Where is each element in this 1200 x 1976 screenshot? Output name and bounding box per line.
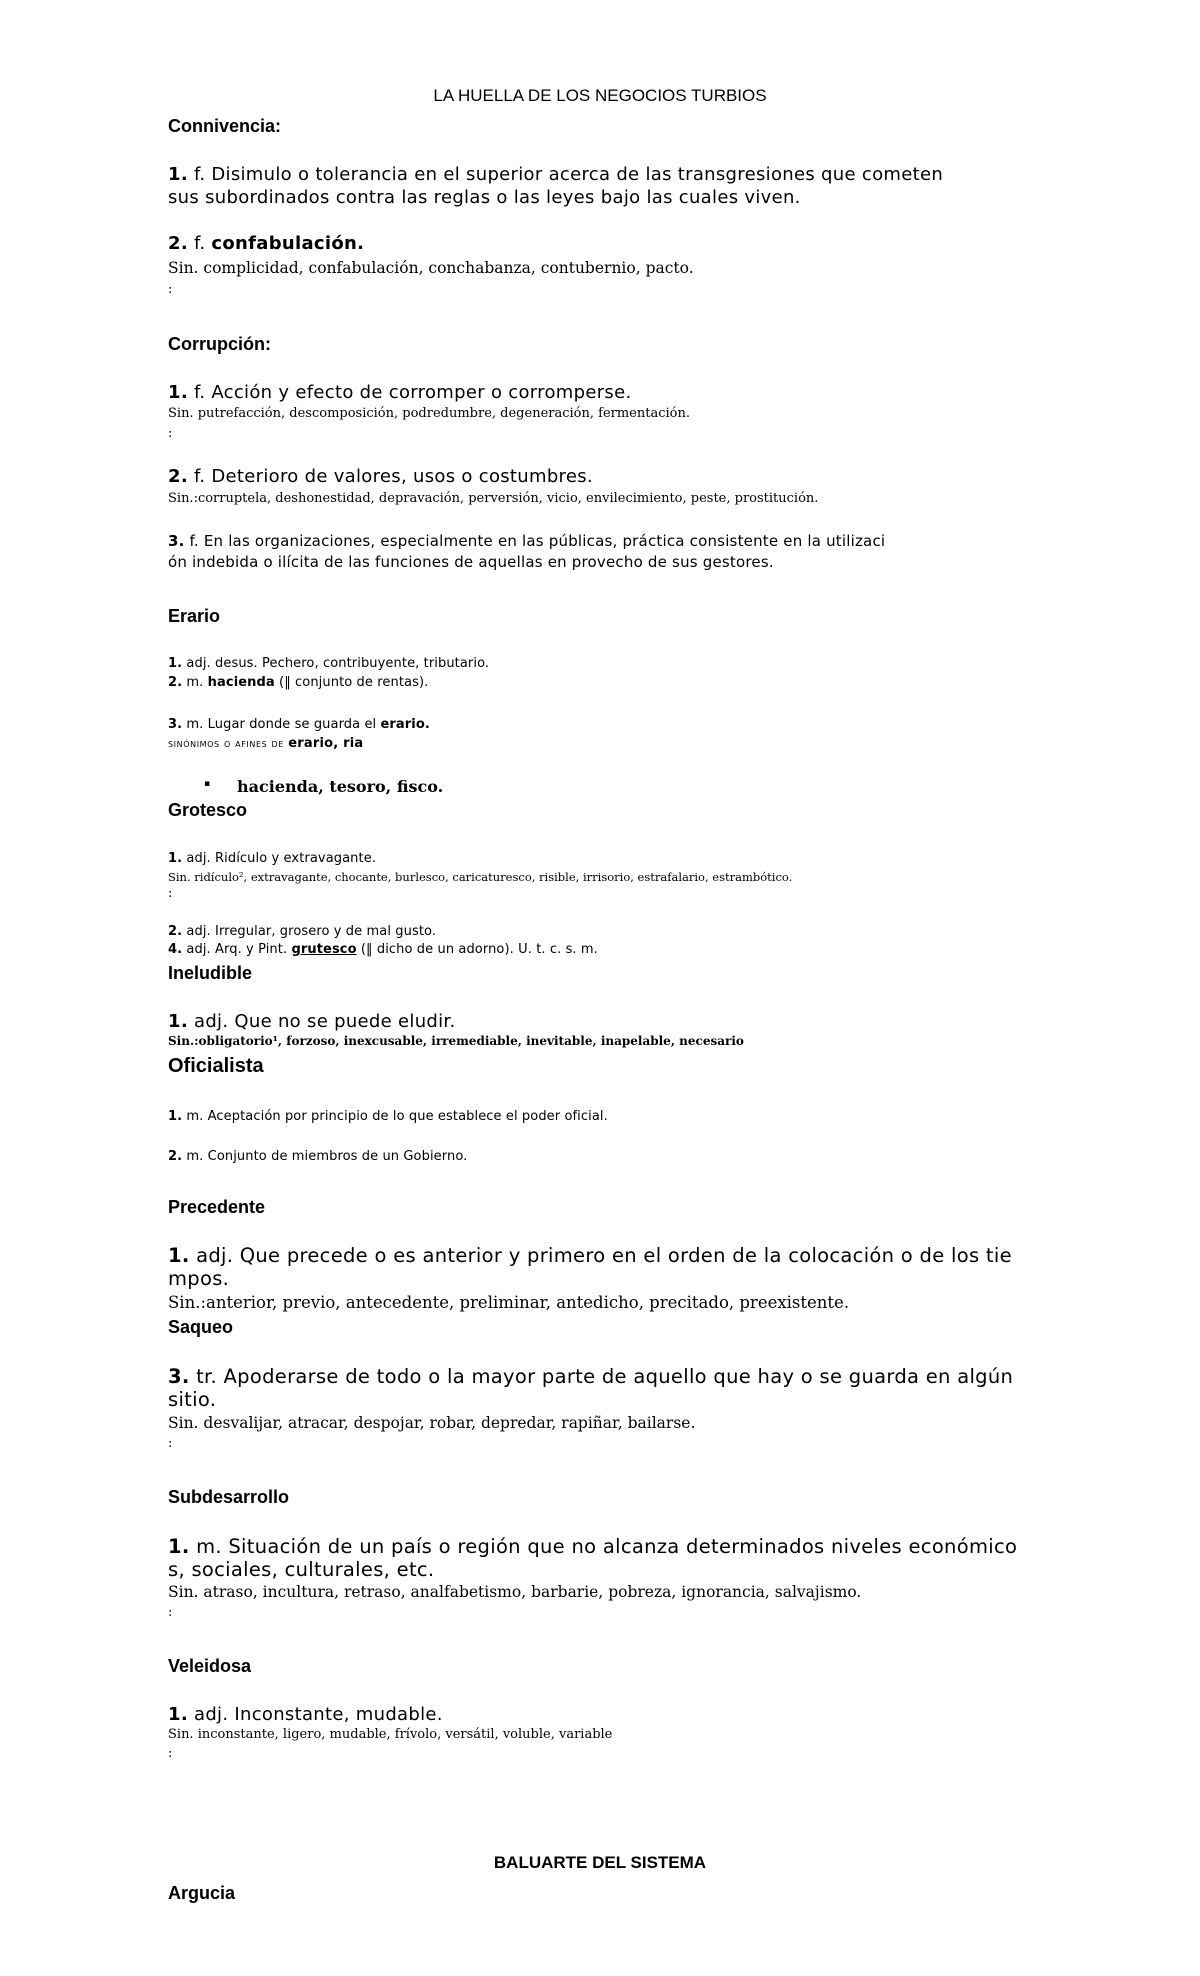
definition-1: 1. m. Situación de un país o región que no alcanza determinados niveles económico [168,1535,1018,1558]
colon-mark: : [168,886,173,901]
definition-1: 1. adj. desus. Pechero, contribuyente, tributario. [168,656,490,671]
definition-1: 1. f. Disimulo o tolerancia en el superior acerca de las transgresiones que cometen [168,164,944,185]
synonyms-label: sinónimos o afines de erario, ria [168,736,364,751]
colon-mark: : [168,426,173,441]
entry-heading-argucia: Argucia [168,1883,236,1903]
entry-heading-ineludible: Ineludible [168,963,253,983]
entry-heading-connivencia: Connivencia: [168,116,282,136]
synonyms: Sin.:obligatorio¹, forzoso, inexcusable, irremediable, inevitable, inapelable, necesario [168,1034,744,1048]
synonyms: Sin. inconstante, ligero, mudable, frívolo, versátil, voluble, variable [168,1727,613,1742]
synonyms: Sin. atraso, incultura, retraso, analfabetismo, barbarie, pobreza, ignorancia, salvajismo. [168,1583,862,1601]
synonyms: Sin. desvalijar, atracar, despojar, robar, depredar, rapiñar, bailarse. [168,1414,696,1432]
definition-4: 4. adj. Arq. y Pint. grutesco (‖ dicho de un adorno). U. t. c. s. m. [168,942,598,957]
bullet-icon: ▪ [204,779,211,789]
definition-2: 2. adj. Irregular, grosero y de mal gusto. [168,924,437,939]
colon-mark: : [168,1436,173,1451]
colon-mark: : [168,282,173,297]
colon-mark: : [168,1605,173,1620]
synonyms: Sin. complicidad, confabulación, conchabanza, contubernio, pacto. [168,259,694,277]
definition-1: 1. adj. Inconstante, mudable. [168,1704,443,1725]
definition-1: 1. adj. Que no se puede eludir. [168,1011,456,1032]
section-title: LA HUELLA DE LOS NEGOCIOS TURBIOS [433,86,767,105]
definition-1-cont: s, sociales, culturales, etc. [168,1558,435,1581]
entry-heading-erario: Erario [168,606,221,626]
synonyms: Sin.:anterior, previo, antecedente, preliminar, antedicho, precitado, preexistente. [168,1293,850,1312]
definition-3-cont: sitio. [168,1388,217,1411]
definition-1: 1. m. Aceptación por principio de lo que establece el poder oficial. [168,1109,608,1124]
definition-2: 2. f. Deterioro de valores, usos o costumbres. [168,466,593,487]
entry-heading-saqueo: Saqueo [168,1317,234,1337]
definition-2: 2. m. Conjunto de miembros de un Gobierno. [168,1149,468,1164]
synonyms: Sin.:corruptela, deshonestidad, depravación, perversión, vicio, envilecimiento, peste, prostitución. [168,491,819,506]
entry-heading-oficialista: Oficialista [168,1055,264,1077]
definition-1: 1. f. Acción y efecto de corromper o corromperse. [168,382,632,403]
definition-1: 1. adj. Ridículo y extravagante. [168,851,377,866]
colon-mark: : [168,1746,173,1761]
definition-3: 3. m. Lugar donde se guarda el erario. [168,717,430,732]
definition-1-cont: sus subordinados contra las reglas o las leyes bajo las cuales viven. [168,187,801,208]
synonyms: Sin. ridículo², extravagante, chocante, burlesco, caricaturesco, risible, irrisorio, estrafalario, estrambótico. [168,870,793,884]
definition-3: 3. f. En las organizaciones, especialmente en las públicas, práctica consistente en la utilizaci [168,532,886,550]
synonyms: Sin. putrefacción, descomposición, podredumbre, degeneración, fermentación. [168,406,690,421]
bullet-item: hacienda, tesoro, fisco. [237,777,444,796]
section-title: BALUARTE DEL SISTEMA [493,1853,707,1872]
definition-2: 2. m. hacienda (‖ conjunto de rentas). [168,675,429,690]
entry-heading-veleidosa: Veleidosa [168,1656,252,1676]
definition-2: 2. f. confabulación. [168,233,365,254]
entry-heading-grotesco: Grotesco [168,800,248,820]
definition-3-cont: ón indebida o ilícita de las funciones de aquellas en provecho de sus gestores. [168,553,774,571]
entry-heading-corrupcion: Corrupción: [168,334,271,354]
entry-heading-precedente: Precedente [168,1197,266,1217]
definition-1: 1. adj. Que precede o es anterior y primero en el orden de la colocación o de los tie [168,1244,1012,1267]
definition-3: 3. tr. Apoderarse de todo o la mayor parte de aquello que hay o se guarda en algún [168,1365,1014,1388]
definition-1-cont: mpos. [168,1267,230,1290]
entry-heading-subdesarrollo: Subdesarrollo [168,1487,290,1507]
